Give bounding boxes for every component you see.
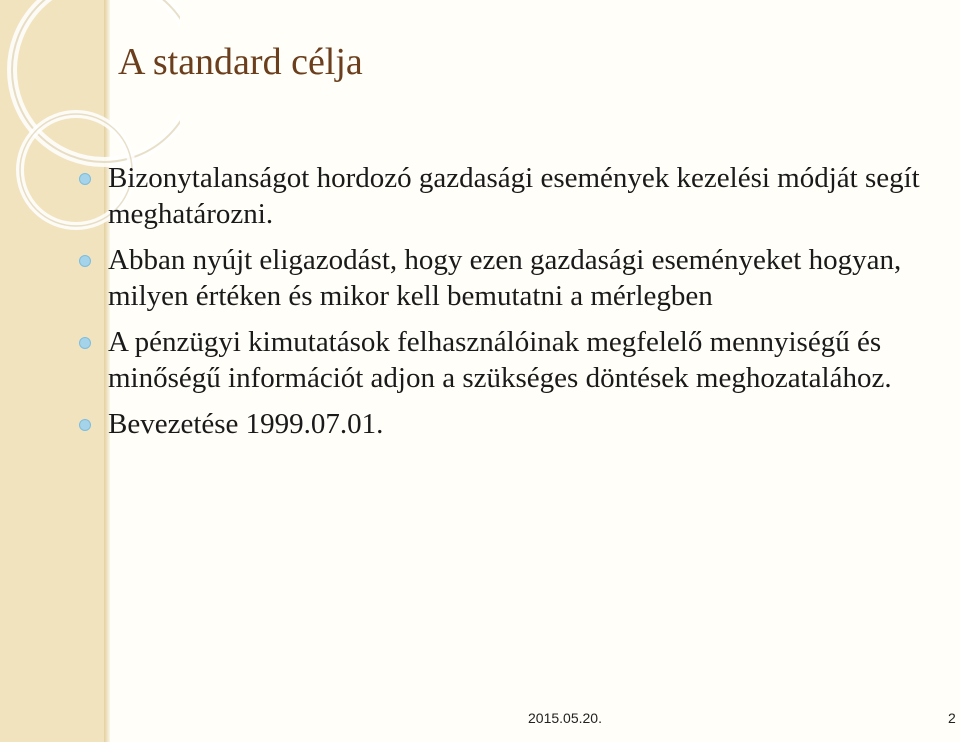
bullet-text: Abban nyújt eligazodást, hogy ezen gazdasági eseményeket hogyan, milyen értéken és mikor kell bemutatni a mérlegben: [108, 244, 902, 312]
bullet-item: [108, 160, 928, 232]
footer-date: 2015.05.20.: [528, 710, 602, 726]
bullet-dot-icon: [79, 255, 91, 267]
bullet-item: [108, 324, 928, 396]
bullet-list: [108, 160, 928, 452]
bullet-text: A pénzügyi kimutatások felhasználóinak megfelelő mennyiségű és minőségű információt adjon a szükséges döntések meghozatalához.: [108, 326, 892, 394]
bullet-item: [108, 406, 928, 442]
bullet-dot-icon: [79, 173, 91, 185]
bullet-item: [108, 242, 928, 314]
bullet-dot-icon: [79, 419, 91, 431]
slide-title: A standard célja: [118, 41, 363, 83]
bullet-dot-icon: [79, 337, 91, 349]
bullet-text: Bevezetése 1999.07.01.: [108, 408, 384, 440]
bullet-text: Bizonytalanságot hordozó gazdasági események kezelési módját segít meghatározni.: [108, 162, 920, 230]
page-number: 2: [948, 710, 956, 726]
